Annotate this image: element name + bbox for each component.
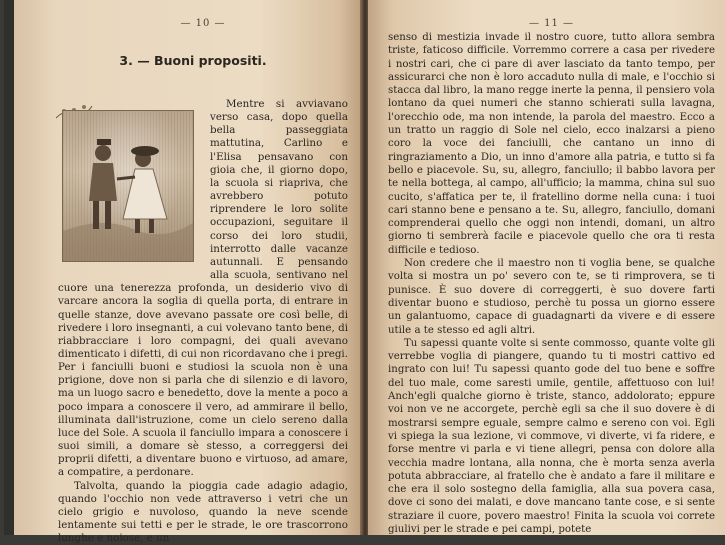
paragraph-2: Talvolta, quando la pioggia cade adagio adagio, quando l'occhio non vede attraverso i vetri che un cielo grigio e nuvoloso, quando la neve scende lentamente sui tetti e per le strade, le ore trascorrono lunghe e noiose, e un bbox=[58, 479, 348, 545]
left-page bbox=[14, 0, 364, 545]
paragraph-3: senso di mestizia invade il nostro cuore, tutto allora sembra triste, faticoso difficile. Vorremmo correre a casa per rivedere i nostri cari, che ci pare di aver lasciato da tanto tempo, per assicurarci che non è loro accaduto nulla di male, e l'occhio si stacca dal libro, la mano regge inerte la penna, il pensiero vola lontano da quei numeri che stanno schierati sulla lavagna, l'orecchio ode, ma non intende, la parola del maestro. Ecco a un tratto un raggio di Sole nel cielo, ecco inalzarsi a pieno coro la voce dei fanciulli, che cantano un inno di ringraziamento a Dio, un inno d'amore alla patria, e tutto si fa bello e piacevole. Su, su, allegro, fanciullo; il babbo lavora per te nella bottega, al campo, all'ufficio; la mamma, china sul suo cucito, s'affatica per te, il fratellino dorme nella cuna: i tuoi cari stanno bene e pensano a te. Su, allegro, fanciullo, domani comprenderai quello che oggi non intendi, domani, un altro giorno ti sembrerà facile e piacevole quello che ora ti resta difficile e tedioso. bbox=[388, 32, 715, 256]
paragraph-4: Non credere che il maestro non ti voglia bene, se qualche volta si mostra un po' severo con te, se ti rimprovera, se ti punisce. È suo dovere di correggerti, è suo dovere farti diventar buono e studioso, perchè tu possa un giorno essere un galantuomo, capace di guadagnarti da vivere e di essere utile a te stesso ed agli altri. bbox=[388, 258, 715, 336]
illustration-image bbox=[62, 110, 194, 262]
chapter-heading: 3. — Buoni propositi. bbox=[119, 53, 267, 68]
right-page bbox=[368, 0, 725, 535]
paragraph-1: Mentre si avviavano verso casa, dopo quella bella passeggiata mattutina, Carlino e l'Elisa pensavano con gioia che, il giorno dopo, la scuola si riapriva, che avrebbero potuto riprendere le loro solite occupazioni, seguitare il corso dei loro studii, interrotto dalle vacanze autunnali. E pensando alla scuola, sentivano nel cuore una tenerezza profonda, un desiderio vivo di varcare ancora la soglia di quella porta, di entrare in quelle stanze, dove avevano passate ore così belle, di rivedere i loro insegnanti, a cui volevano tanto bene, di riabbracciare i loro compagni, dei quali avevano dimenticato i difetti, di cui non ricordavano che i pregi. Per i fanciulli buoni e studiosi la scuola non è una prigione, dove non si parla che di silenzio e di lavoro, ma un luogo sacro e benedetto, dove la mente a poco a poco impara a conoscere il vero, ad ammirare il bello, illuminata dall'istruzione, come un cielo sereno dalla luce del Sole. A scuola il fanciullo impara a conoscere i suoi simili, a domare sè stesso, a correggersi dei proprii difetti, a diventare buono e virtuoso, ad amare, a compatire, a perdonare. bbox=[58, 98, 348, 479]
open-book bbox=[4, 0, 725, 545]
page-number-left: — 10 — bbox=[180, 18, 226, 29]
page-number-right: — 11 — bbox=[528, 18, 575, 29]
children-illustration bbox=[54, 100, 200, 266]
paragraph-5: Tu sapessi quante volte si sente commosso, quante volte gli verrebbe voglia di piangere, quando tu ti mostri cattivo ed ingrato con lui! Tu sapessi quanto gode del tuo bene e soffre del tuo male, come saresti umile, gentile, affettuoso con lui! Anch'egli qualche giorno è triste, stanco, addolorato; eppure voi non ve ne accorgete, perchè egli sa che il suo dovere è di mostrarsi sempre eguale, sempre calmo e sereno con voi. Egli vi spiega la sua lezione, vi commove, vi diverte, vi fa ridere, e forse mentre vi parla e vi tiene allegri, pensa con dolore alla vecchia madre lontana, alla nonna, che è morta senza averla potuta abbracciare, al fratello che è andato a fare il militare e che era il solo sostegno della famiglia, alla sua povera casa, dove ci sono dei malati, e dove mancano tante cose, e si sente straziare il cuore, povero maestro! Finita la scuola voi correte giulivi per le strade e pei campi, potete bbox=[388, 337, 715, 535]
two-children-icon bbox=[63, 111, 193, 261]
